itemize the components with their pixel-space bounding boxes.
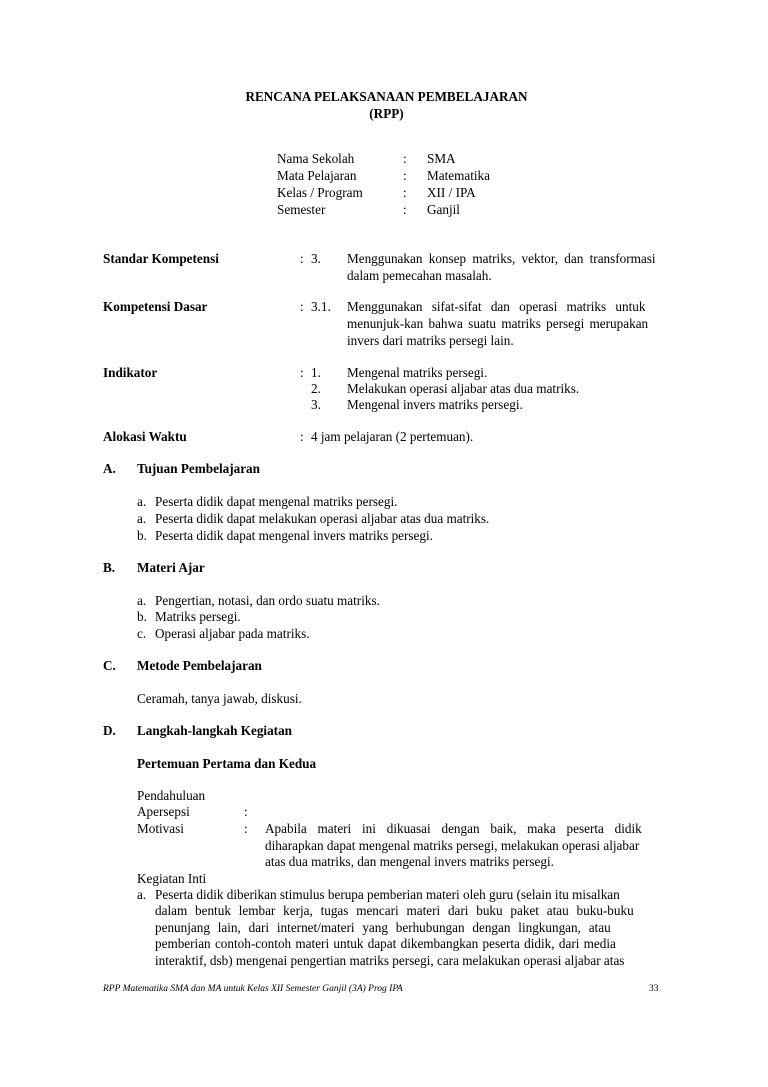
info-value: XII / IPA [427,185,476,200]
section-d-subheading: Pertemuan Pertama dan Kedua [137,756,317,771]
kegiatan-inti-text: pemberian contoh-contoh materi untuk dapat dikembangkan peserta didik, dari media [155,936,616,951]
kegiatan-inti-text: Peserta didik diberikan stimulus berupa pemberian materi oleh guru (selain itu misalkan [155,887,620,902]
indikator-num: 3. [311,397,321,412]
standar-text: Menggunakan konsep matriks, vektor, dan transformasi [347,251,656,266]
motivasi-label: Motivasi [137,821,184,836]
section-a-heading: Tujuan Pembelajaran [137,461,260,476]
info-sep: : [403,151,407,166]
info-value: SMA [427,151,456,166]
info-label: Mata Pelajaran [277,168,357,183]
list-item: Operasi aljabar pada matriks. [155,626,310,641]
list-item: Peserta didik dapat mengenal invers matriks persegi. [155,528,433,543]
standar-num: 3. [311,251,321,266]
alokasi-value: 4 jam pelajaran (2 pertemuan). [311,429,474,444]
indikator-label: Indikator [103,365,158,380]
info-value: Matematika [427,168,490,183]
kompetensi-sep: : [300,299,304,314]
list-marker: a. [137,593,147,608]
pendahuluan-label: Pendahuluan [137,788,206,803]
kompetensi-label: Kompetensi Dasar [103,299,208,314]
list-item: Pengertian, notasi, dan ordo suatu matriks. [155,593,380,608]
footer-text: RPP Matematika SMA dan MA untuk Kelas XII Semester Ganjil (3A) Prog IPA [103,984,403,994]
list-marker: a. [137,494,147,509]
list-item: Matriks persegi. [155,609,241,624]
info-sep: : [403,168,407,183]
standar-label: Standar Kompetensi [103,251,219,266]
info-label: Semester [277,202,326,217]
list-marker: a. [137,511,147,526]
info-value: Ganjil [427,202,460,217]
indikator-text: Mengenal invers matriks persegi. [347,397,523,412]
kompetensi-num: 3.1. [311,299,331,314]
list-marker: a. [137,887,147,902]
section-b-letter: B. [103,560,116,575]
info-label: Nama Sekolah [277,151,355,166]
section-d-heading: Langkah-langkah Kegiatan [137,723,292,738]
section-c-text: Ceramah, tanya jawab, diskusi. [137,691,302,706]
section-a-letter: A. [103,461,116,476]
standar-sep: : [300,251,304,266]
alokasi-sep: : [300,429,304,444]
list-marker: b. [137,609,147,624]
apersepsi-label: Apersepsi [137,804,190,819]
kegiatan-inti-text: penunjang lain, dari internet/materi yang berhubungan dengan lingkungan, atau [155,920,611,935]
list-marker: c. [137,626,147,641]
alokasi-label: Alokasi Waktu [103,429,187,444]
info-sep: : [403,202,407,217]
page-number: 33 [649,984,659,994]
apersepsi-sep: : [244,804,248,819]
kegiatan-inti-label: Kegiatan Inti [137,871,207,886]
section-c-heading: Metode Pembelajaran [137,658,262,673]
motivasi-text: diharapkan dapat mengenal matriks persegi, melakukan operasi aljabar [265,838,640,853]
list-marker: b. [137,528,147,543]
indikator-num: 1. [311,365,321,380]
indikator-sep: : [300,365,304,380]
indikator-num: 2. [311,381,321,396]
section-d-letter: D. [103,723,116,738]
motivasi-text: atas dua matriks, dan mengenal invers matriks persegi. [265,854,554,869]
info-label: Kelas / Program [277,185,363,200]
document-title: RENCANA PELAKSANAAN PEMBELAJARAN [245,89,528,104]
kegiatan-inti-text: interaktif, dsb) mengenai pengertian matriks persegi, cara melakukan operasi aljabar atas [155,953,625,968]
info-sep: : [403,185,407,200]
motivasi-text: Apabila materi ini dikuasai dengan baik, maka peserta didik [265,821,642,836]
kompetensi-text: invers dari matriks persegi lain. [347,333,514,348]
indikator-text: Melakukan operasi aljabar atas dua matriks. [347,381,580,396]
indikator-text: Mengenal matriks persegi. [347,365,488,380]
kompetensi-text: Menggunakan sifat-sifat dan operasi matriks untuk [347,299,646,314]
list-item: Peserta didik dapat melakukan operasi aljabar atas dua matriks. [155,511,490,526]
section-b-heading: Materi Ajar [137,560,205,575]
list-item: Peserta didik dapat mengenal matriks persegi. [155,494,398,509]
section-c-letter: C. [103,658,116,673]
kompetensi-text: menunjuk-kan bahwa suatu matriks persegi merupakan [347,316,649,331]
standar-text: dalam pemecahan masalah. [347,268,492,283]
motivasi-sep: : [244,821,248,836]
document-subtitle: (RPP) [369,106,404,121]
kegiatan-inti-text: dalam bentuk lembar kerja, tugas mencari materi dari buku paket atau buku-buku [155,903,634,918]
